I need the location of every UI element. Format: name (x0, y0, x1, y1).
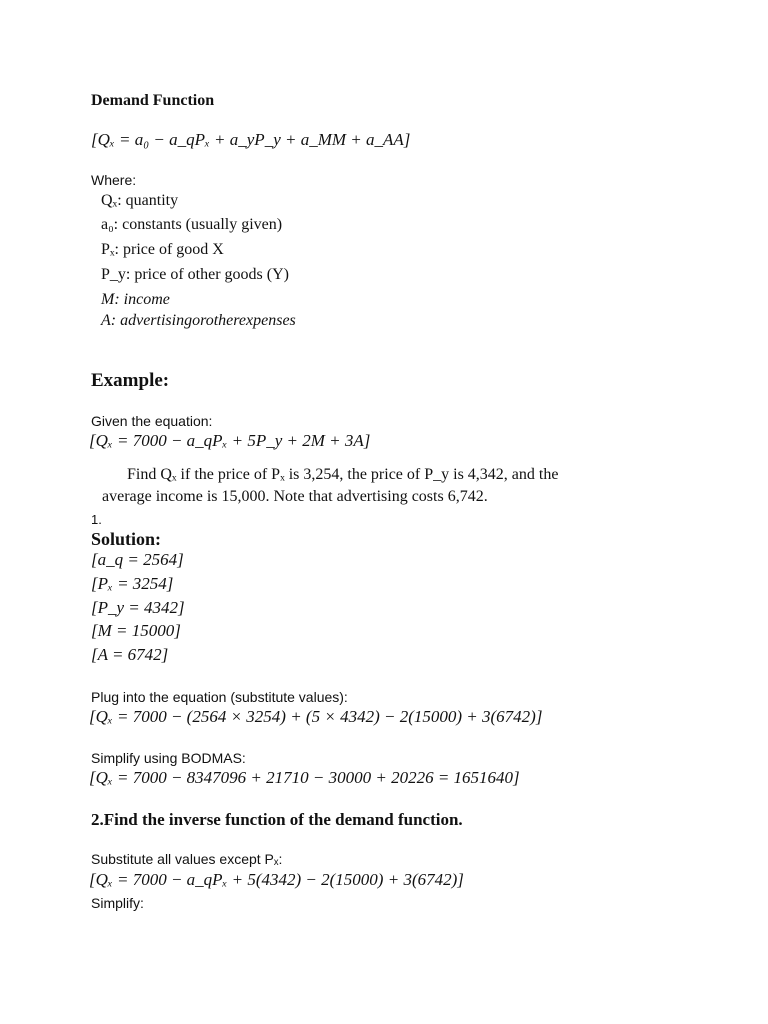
definition-price-other-goods: P_y: price of other goods (Y) (101, 266, 289, 283)
plug-label: Plug into the equation (substitute values): (91, 689, 348, 705)
where-label: Where: (91, 172, 137, 188)
problem-statement-line1: Find Qₓ if the price of Pₓ is 3,254, the price of P_y is 4,342, and the (127, 466, 559, 483)
section-heading-demand-function: Demand Function (91, 92, 215, 109)
definition-quantity: Qₓ: quantity (101, 192, 179, 209)
inverse-equation: [Qₓ = 7000 − a_qPₓ + 5(4342) − 2(15000) + 3(6742)] (89, 870, 464, 889)
item-number: 1. (91, 512, 102, 527)
simplify-equation: [Qₓ = 7000 − 8347096 + 21710 − 30000 + 20226 = 1651640] (89, 768, 520, 787)
definition-price-good-x: Pₓ: price of good X (101, 241, 224, 258)
substitute-label: Substitute all values except Pₓ: (91, 851, 283, 867)
example-heading: Example: (91, 370, 170, 391)
given-value-py: [P_y = 4342] (91, 598, 185, 617)
problem-statement-line2: average income is 15,000. Note that advertising costs 6,742. (102, 488, 488, 505)
demand-function-formula: [Qₓ = a₀ − a_qPₓ + a_yP_y + a_MM + a_AA] (91, 130, 411, 149)
given-value-px: [Pₓ = 3254] (91, 574, 174, 593)
solution-heading: Solution: (91, 529, 162, 549)
given-value-aq: [a_q = 2564] (91, 550, 184, 569)
given-value-a: [A = 6742] (91, 645, 169, 664)
simplify-label: Simplify: (91, 895, 144, 911)
plug-equation: [Qₓ = 7000 − (2564 × 3254) + (5 × 4342) − 2(15000) + 3(6742)] (89, 707, 543, 726)
part2-heading: 2.Find the inverse function of the demand function. (91, 810, 463, 829)
given-equation-label: Given the equation: (91, 413, 213, 429)
simplify-bodmas-label: Simplify using BODMAS: (91, 750, 246, 766)
given-value-m: [M = 15000] (91, 621, 181, 640)
definition-constants: a₀: constants (usually given) (101, 216, 283, 233)
definition-advertising: A: advertisingorotherexpenses (101, 312, 296, 329)
example-equation: [Qₓ = 7000 − a_qPₓ + 5P_y + 2M + 3A] (89, 431, 371, 450)
definition-income: M: income (101, 291, 170, 308)
